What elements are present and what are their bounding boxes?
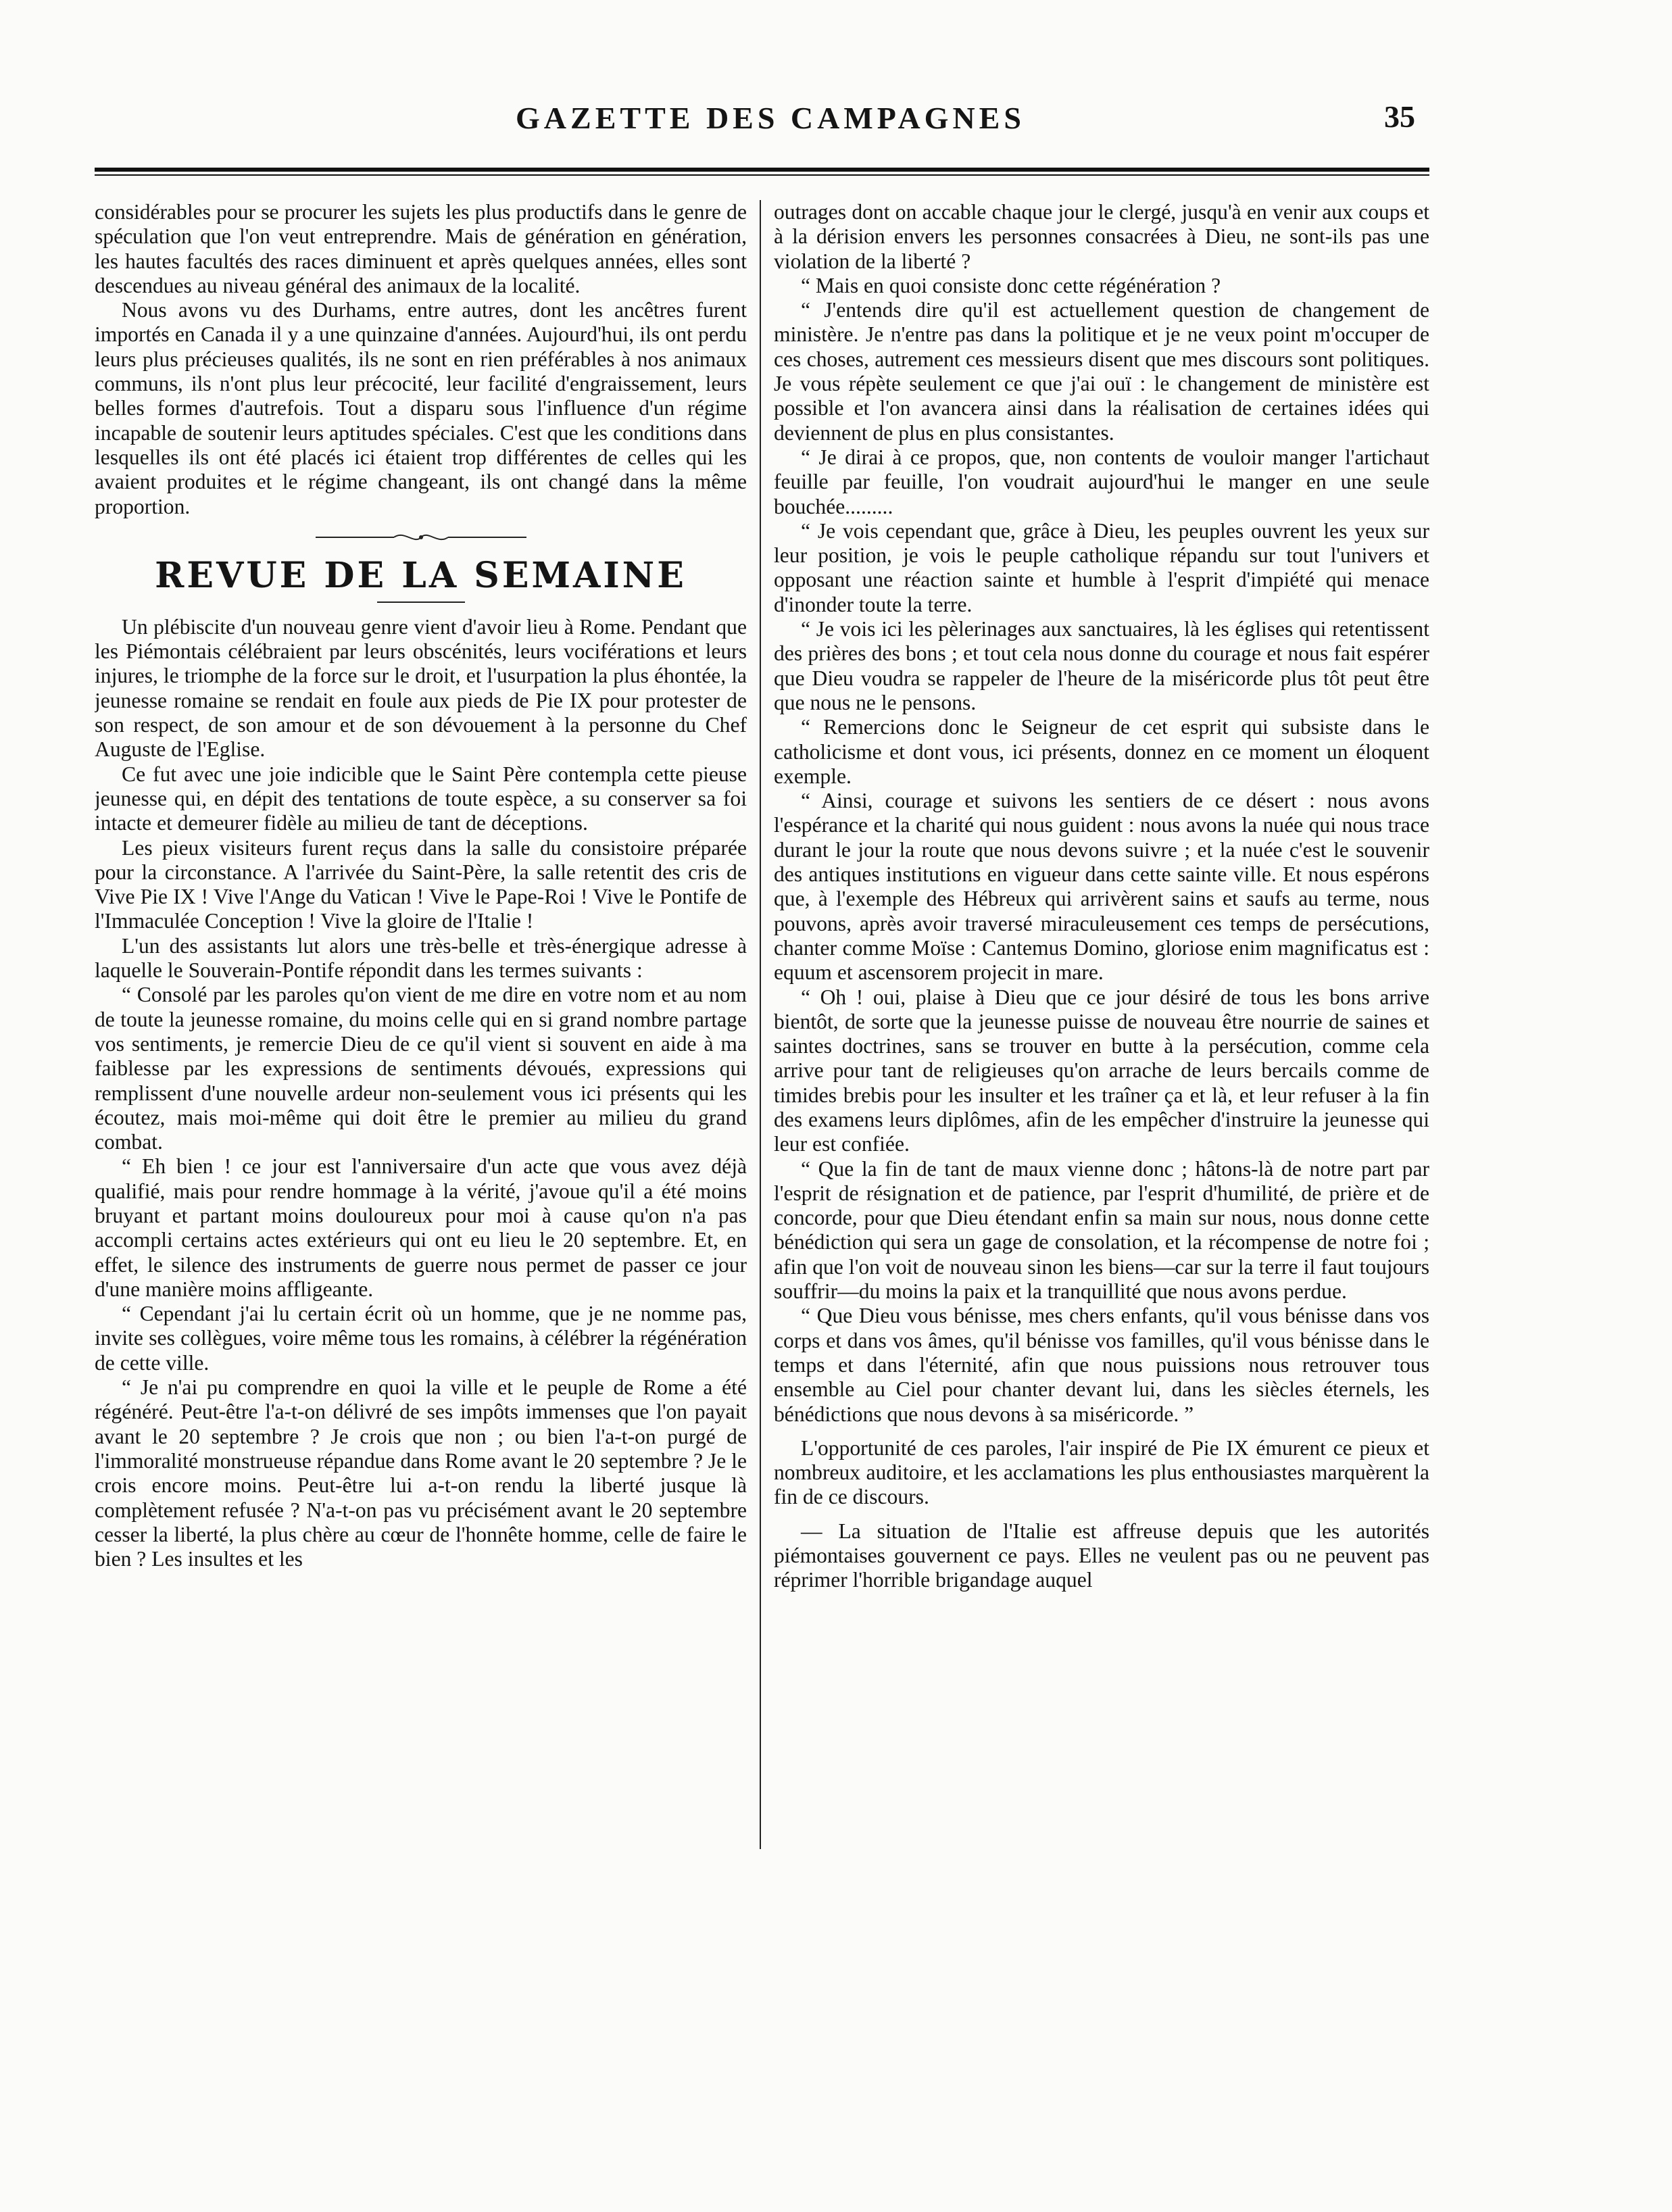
speech-paragraph: “ Cependant j'ai lu certain écrit où un homme, que je ne nomme pas, invite ses collègues, voire même tous les romains, à célébrer la régénération de cette ville.: [95, 1302, 747, 1375]
speech-paragraph: “ Consolé par les paroles qu'on vient de me dire en votre nom et au nom de toute la jeunesse romaine, du moins celle qui en si grand nombre partage vos sentiments, je remercie Dieu de ce qu'il vient si souvent en aide à ma faiblesse par les expressions de sentiments dévoués, expressions qui remplissent d'une nouvelle ardeur non-seulement vous ici présents qui les écoutez, mais moi-même qui doit être le premier au milieu du grand combat.: [95, 983, 747, 1154]
paragraph-durhams: Nous avons vu des Durhams, entre autres, dont les ancêtres furent importés en Canada il y a une quinzaine d'années. Aujourd'hui, ils ont perdu leurs plus précieuses qualités, ils ne sont en rien préférables à nos animaux communs, ils n'ont plus leur précocité, leur facilité d'engraissement, leurs belles formes d'autrefois. Tout a disparu sous l'influence d'un régime incapable de soutenir leurs aptitudes spéciales. C'est que les conditions dans lesquelles ils ont été placés ici étaient trop différentes de celles qui les avaient produites et le régime changeant, ils ont changé dans la même proportion.: [95, 298, 747, 518]
speech-paragraph: “ J'entends dire qu'il est actuellement question de changement de ministère. Je n'entre pas dans la politique et je ne veux point m'occuper de ces choses, autrement ces messieurs disent que mes discours sont politiques. Je vous répète seulement ce que j'ai ouï : le changement de ministère est possible et l'on avancera ainsi dans la réalisation de certaines idées qui deviennent de plus en plus consistantes.: [774, 298, 1429, 445]
article-continuation: considérables pour se procurer les sujets les plus productifs dans le genre de spéculation que l'on veut entreprendre. Mais de génération en génération, les hautes facultés des races diminuent et après quelques années, elles sont descendues au niveau général des animaux de la localité.: [95, 200, 747, 297]
revue-paragraph: Un plébiscite d'un nouveau genre vient d'avoir lieu à Rome. Pendant que les Piémontais célébraient par leurs obscénités, leurs vociférations et leurs injures, le triomphe de la force sur le droit, et l'usurpation la plus éhontée, la jeunesse romaine se rendait en foule aux pieds de Pie IX pour protester de son respect, de son amour et de son dévouement à la personne du Chef Auguste de l'Eglise.: [95, 614, 747, 762]
revue-paragraph: — La situation de l'Italie est affreuse depuis que les autorités piémontaises gouvernent ce pays. Elles ne veulent pas ou ne peuvent pas réprimer l'horrible brigandage auquel: [774, 1519, 1429, 1592]
revue-paragraph: L'un des assistants lut alors une très-belle et très-énergique adresse à laquelle le Souverain-Pontife répondit dans les termes suivants :: [95, 933, 747, 983]
speech-paragraph: “ Que la fin de tant de maux vienne donc ; hâtons-là de notre part par l'esprit de résignation et de patience, par l'esprit d'humilité, de prière et de concorde, pour que Dieu étendant enfin sa main sur nous, nous donne cette bénédiction qui sera un gage de consolation, et la récompense de notre foi ; afin que l'on voit de nouveau sinon les biens—car sur la terre il faut toujours souffrir—du moins la paix et la tranquillité que nous avons perdue.: [774, 1156, 1429, 1304]
ornament-flourish-icon: [313, 529, 529, 546]
running-title: GAZETTE DES CAMPAGNES: [516, 101, 1025, 135]
speech-paragraph: “ Je vois cependant que, grâce à Dieu, les peuples ouvrent les yeux sur leur position, je vois le peuple catholique répandu sur tout l'univers et opposant une réaction sainte et humble à l'esprit d'impiété qui menace d'inonder toute la terre.: [774, 518, 1429, 616]
revue-paragraph: L'opportunité de ces paroles, l'air inspiré de Pie IX émurent ce pieux et nombreux auditoire, et les acclamations les plus enthousiastes marquèrent la fin de ce discours.: [774, 1435, 1429, 1509]
page-number: 35: [1384, 99, 1415, 134]
paragraph-gap: [774, 1427, 1429, 1436]
section-ornament: [95, 529, 747, 546]
speech-paragraph: “ Je n'ai pu comprendre en quoi la ville et le peuple de Rome a été régénéré. Peut-être l'a-t-on délivré de ses impôts immenses que l'on payait avant le 20 septembre ? Je crois que non ; ou bien l'a-t-on purgé de l'immoralité monstrueuse répandue dans Rome avant le 20 septembre ? Je le crois encore moins. Peut-être lui a-t-on rendu la liberté jusque là complètement refusée ? N'a-t-on pas vu précisément avant le 20 septembre cesser la liberté, la plus chère au cœur de l'honnête homme, celle de faire le bien ? Les insultes et les: [95, 1375, 747, 1571]
speech-paragraph: “ Remercions donc le Seigneur de cet esprit qui subsiste dans le catholicisme et dont vous, ici présents, donnez en ce moment un éloquent exemple.: [774, 715, 1429, 788]
speech-paragraph: “ Je dirai à ce propos, que, non contents de vouloir manger l'artichaut feuille par feuille, l'on voudrait aujourd'hui le manger en une seule bouchée.........: [774, 445, 1429, 518]
speech-paragraph: outrages dont on accable chaque jour le clergé, jusqu'à en venir aux coups et à la dérision envers les personnes consacrées à Dieu, ne sont-ils pas une violation de la liberté ?: [774, 200, 1429, 273]
header-rule: [95, 168, 1429, 176]
speech-paragraph: “ Eh bien ! ce jour est l'anniversaire d'un acte que vous avez déjà qualifié, mais pour rendre hommage à la vérité, j'avoue qu'il a été moins bruyant et partant moins douloureux pour moi à cause qu'on n'a pas accompli certains actes extérieurs qui ont eu lieu le 20 septembre. Et, en effet, le silence des instruments de guerre nous permet de passer ce jour d'une manière moins affligeante.: [95, 1154, 747, 1301]
left-column: [95, 200, 747, 1849]
speech-paragraph: “ Mais en quoi consiste donc cette régénération ?: [801, 273, 1221, 297]
title-underline: [377, 601, 465, 603]
column-divider: [760, 200, 761, 1849]
right-column: [774, 200, 1429, 1849]
speech-paragraph: “ Que Dieu vous bénisse, mes chers enfants, qu'il vous bénisse dans vos corps et dans vos âmes, qu'il bénisse vos familles, qu'il vous bénisse dans le temps et dans l'éternité, afin que nous puissions nous retrouver tous ensemble au Ciel pour chanter devant lui, dans les siècles éternels, les bénédictions que nous devons à sa miséricorde. ”: [774, 1304, 1429, 1426]
speech-paragraph: “ Ainsi, courage et suivons les sentiers de ce désert : nous avons l'espérance et la charité qui nous guident : nous avons la nuée qui nous trace durant le jour la route que nous devons suivre ; et la nuée c'est le souvenir des antiques institutions en vigueur dans cette sainte ville. Et nous espérons que, à l'exemple des Hébreux qui arrivèrent sains et saufs au terme, nous pouvons, après avoir traversé miraculeusement ces temps de persécutions, chanter comme Moïse : Cantemus Domino, gloriose enim magnificatus est : equum et ascensorem projecit in mare.: [774, 789, 1429, 985]
revue-paragraph: Les pieux visiteurs furent reçus dans la salle du consistoire préparée pour la circonstance. A l'arrivée du Saint-Père, la salle retentit des cris de Vive Pie IX ! Vive l'Ange du Vatican ! Vive le Pape-Roi ! Vive le Pontife de l'Immaculée Conception ! Vive la gloire de l'Italie !: [95, 835, 747, 933]
revue-paragraph: Ce fut avec une joie indicible que le Saint Père contempla cette pieuse jeunesse qui, en dépit des tentations de toute espèce, a su conserver sa foi intacte et demeurer fidèle au milieu de tant de déceptions.: [95, 762, 747, 835]
speech-paragraph: “ Oh ! oui, plaise à Dieu que ce jour désiré de tous les bons arrive bientôt, de sorte que la jeunesse puisse de nouveau être nourrie de saines et saintes doctrines, sans se trouver en butte à la persécution, comme cela arrive pour tant de religieuses qu'on arrache de leurs bercails comme de timides brebis pour les insulter et les traîner ça et là, et leur refuser à la fin des examens leurs diplômes, afin de les empêcher d'instruire la jeunesse qui leur est confiée.: [774, 985, 1429, 1156]
speech-paragraph: “ Je vois ici les pèlerinages aux sanctuaires, là les églises qui retentissent des prières des bons ; et tout cela nous donne du courage et nous fait espérer que Dieu voudra se rappeler de l'heure de la miséricorde plus tôt peut être que nous ne le pensons.: [774, 617, 1429, 714]
section-title: REVUE DE LA SEMAINE: [155, 554, 687, 596]
paragraph-gap: [774, 1510, 1429, 1519]
